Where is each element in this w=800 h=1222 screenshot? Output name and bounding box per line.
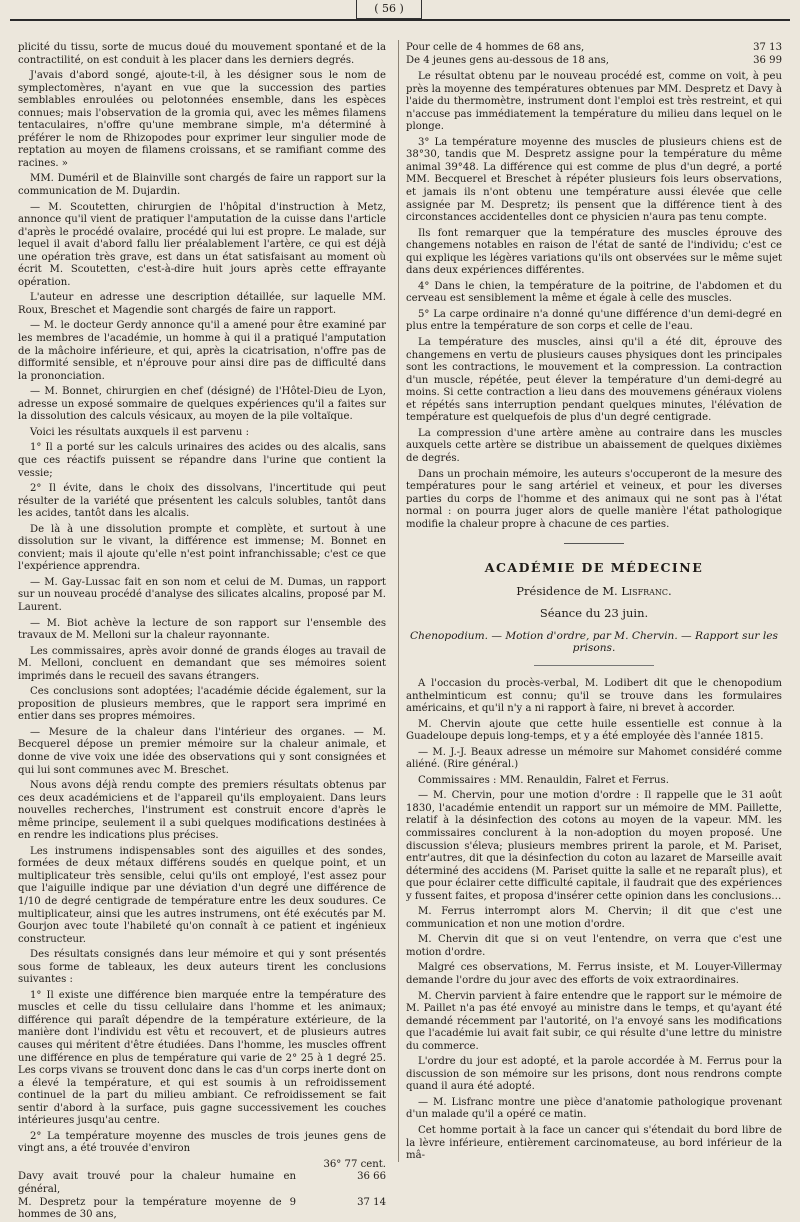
stat-value: 37 13	[753, 42, 782, 53]
paragraph: — M. Scoutetten, chirurgien de l'hôpital d'instruction à Metz, annonce qu'il vient de pratiquer l'amputation de la cuisse dans l'article d'après le procédé ovalaire, procédé qui lui est propre. Le malade, sur lequel il avait d'abord fallu lier préalablement l'artère, ce qui est déjà une opération très grave, est dans un état satisfaisant au moment où écrit M. Scoutetten, c'est-à-dire huit jours après cette effrayante opération.	[18, 201, 386, 288]
presidence-line	[406, 585, 782, 598]
page-number: ( 56 )	[356, 0, 422, 19]
paragraph: 2° La température moyenne des muscles de trois jeunes gens de vingt ans, a été trouvée d'environ	[18, 1130, 386, 1155]
paragraph: 3° La température moyenne des muscles de plusieurs chiens est de 38°30, tandis que M. Despretz assigne pour la température du même animal 39°48. La différence qui est comme de plus d'un degré, a porté MM. Becquerel et Breschet à répéter plusieurs fois leurs observations, et jamais ils n'ont obtenu une température aussi élevée que celle assignée par M. Despretz; ils pensent que la différence tient à des circonstances accidentelles dont ce physicien n'aura pas tenu compte.	[406, 136, 782, 224]
presidence-prefix: Présidence de M.	[516, 583, 618, 598]
seance-date: Séance du 23 juin.	[539, 606, 649, 621]
paragraph: La température des muscles, ainsi qu'il a été dit, éprouve des changemens en vertu de plusieurs causes physiques dont les principales sont les contractions, le mouvement et la compression. La contraction d'un muscle, répétée, peut élever la température d'un demi-degré au moins. Si cette contraction a lieu dans des mouvemens généraux violens et répétés sans interruption pendant quelques minutes, l'élévation de température est quelquefois de plus d'un degré centigrade.	[406, 337, 782, 424]
paragraph: Nous avons déjà rendu compte des premiers résultats obtenus par ces deux académiciens et de l'appareil qu'ils employaient. Dans leurs nouvelles recherches, l'instrument est construit encore d'après le même principe, seulement il a subi quelques modifications destinées à en rendre les indications plus précises.	[18, 780, 386, 842]
paragraph: M. Chervin ajoute que cette huile essentielle est connue à la Guadeloupe depuis long-temps, et y a été employée dès l'année 1815.	[406, 718, 782, 743]
stat-row	[18, 1159, 386, 1172]
section-separator	[564, 543, 624, 544]
paragraph: Ils font remarquer que la température des muscles éprouve des changemens notables en raison de l'état de santé de l'individu; c'est ce qui explique les légères variations qu'ils ont observées sur le même sujet dans deux expériences différentes.	[406, 227, 782, 277]
temperature-stats-right	[406, 42, 782, 67]
paragraph: 4° Dans le chien, la température de la poitrine, de l'abdomen et du cerveau est sensiblement la même et égale à celle des muscles.	[406, 280, 782, 305]
paragraph: — M. Gay-Lussac fait en son nom et celui de M. Dumas, un rapport sur un nouveau procédé d'analyse des silicates alcalins, proposé par M. Laurent.	[18, 576, 386, 613]
stat-label: Davy avait trouvé pour la chaleur humaine en général,	[18, 1171, 296, 1196]
paragraph: 2° Il évite, dans le choix des dissolvans, l'incertitude qui peut résulter de la variété que présentent les calculs solubles, tantôt dans les acides, tantôt dans les alcalis.	[18, 483, 386, 520]
paragraph: 1° Il a porté sur les calculs urinaires des acides ou des alcalis, sans que ces réactifs puissent se répandre dans l'urine que contient la vessie;	[18, 442, 386, 479]
subheading-separator	[534, 665, 654, 666]
session-summary: Chenopodium. — Motion d'ordre, par M. Chervin. — Rapport sur les prisons.	[410, 629, 778, 655]
paragraph: Le résultat obtenu par le nouveau procédé est, comme on voit, à peu près la moyenne des températures obtenues par MM. Despretz et Davy à l'aide du thermomètre, instrument dont l'emploi est très restreint, et qui n'accuse pas immédiatement la température du milieu dans lequel on le plonge.	[406, 71, 782, 133]
stat-row	[406, 55, 782, 68]
stat-value: 36° 77 cent.	[323, 1158, 386, 1170]
paragraph: La compression d'une artère amène au contraire dans les muscles auxquels cette artère se distribue un abaissement de quelques dixièmes de degrés.	[406, 427, 782, 464]
paragraph: Dans un prochain mémoire, les auteurs s'occuperont de la mesure des températures pour le sang artériel et veineux, et pour les diverses parties du corps de l'homme et des animaux qui ne sont pas à l'état normal : on pourra juger alors de quelle manière l'état pathologique modifie la chaleur propre à chacune de ces parties.	[406, 468, 782, 530]
paragraph: Des résultats consignés dans leur mémoire et qui y sont présentés sous forme de tableaux, les deux auteurs tirent les conclusions suivantes :	[18, 949, 386, 986]
stat-label: De 4 jeunes gens au-dessous de 18 ans,	[406, 54, 609, 66]
stat-label	[18, 1159, 296, 1172]
left-column	[18, 42, 386, 1221]
stat-row	[406, 42, 782, 55]
paragraph: Ces conclusions sont adoptées; l'académie décide également, sur la proposition de plusieurs membres, que le rapport sera imprimé en entier dans ses propres mémoires.	[18, 686, 386, 723]
paragraph: Commissaires : MM. Renauldin, Falret et Ferrus.	[418, 774, 669, 786]
stat-label: M. Despretz pour la température moyenne de 9 hommes de 30 ans,	[18, 1196, 296, 1221]
paragraph: A l'occasion du procès-verbal, M. Lodibert dit que le chenopodium anthelminticum est connu; qu'il se trouve dans les formulaires américains, et qu'il n'y a ni rapport à faire, ni brevet à accorder.	[406, 677, 782, 715]
paragraph: De là à une dissolution prompte et complète, et surtout à une dissolution sur le vivant, la différence est immense; M. Bonnet en convient; mais il ajoute qu'elle n'est point infranchissable; c'est ce que l'expérience apprendra.	[18, 523, 386, 573]
paragraph: — M. le docteur Gerdy annonce qu'il a amené pour être examiné par les membres de l'académie, un homme à qui il a pratiqué l'amputation de la mâchoire inférieure, et qui, après la cicatrisation, n'offre pas de difformité sensible, et n'éprouve pour ainsi dire pas de difficulté dans la prononciation.	[18, 320, 386, 382]
stat-row	[18, 1171, 386, 1196]
stat-value: 36 99	[753, 54, 782, 66]
president-name: Lisfranc.	[621, 583, 672, 598]
paragraph: — M. Bonnet, chirurgien en chef (désigné) de l'Hôtel-Dieu de Lyon, adresse un exposé sommaire de quelques expériences qu'il a faites sur la dissolution des calculs vésicaux, au moyen de la pile voltaïque.	[18, 386, 386, 423]
paragraph: J'avais d'abord songé, ajoute-t-il, à les désigner sous le nom de symplectomères, n'ayant en vue que la succession des parties semblables enroulées ou pelotonnées ensemble, dans les espèces connues; mais l'observation de la gromia qui, avec les mêmes filamens tentaculaires, n'offre qu'une membrane simple, m'a déterminé à préférer le nom de Rhizopodes pour exprimer leur singulier mode de reptation au moyen de filamens croissans, et se ramifiant comme des racines. »	[18, 70, 386, 169]
stat-value: 36 66	[357, 1171, 386, 1183]
paragraph: L'auteur en adresse une description détaillée, sur laquelle MM. Roux, Breschet et Magendie sont chargés de faire un rapport.	[18, 292, 386, 316]
paragraph: Voici les résultats auxquels il est parvenu :	[30, 426, 250, 438]
stat-label: Pour celle de 4 hommes de 68 ans,	[406, 42, 585, 53]
paragraph: Malgré ces observations, M. Ferrus insiste, et M. Louyer-Villermay demande l'ordre du jour avec des efforts de voix extraordinaires.	[406, 962, 782, 986]
paragraph: 1° Il existe une différence bien marquée entre la température des muscles et celle du tissu cellulaire dans l'homme et les animaux; différence qui paraît dépendre de la température extérieure, de la manière dont l'individu est vêtu et recouvert, et de plusieurs autres causes qui méritent d'être étudiées. Dans l'homme, les muscles offrent une différence en plus de température qui varie de 2° 25 à 1 degré 25. Les corps vivans se trouvent donc dans le cas d'un corps inerte dont on a élevé la température, et qui est soumis à un refroidissement continuel de la part du milieu ambiant. Ce refroidissement se fait sentir d'abord à la surface, puis gagne successivement les couches intérieures jusqu'au centre.	[18, 989, 386, 1127]
paragraph: M. Chervin parvient à faire entendre que le rapport sur le mémoire de M. Paillet n'a pas été envoyé au ministre dans le temps, et qu'ayant été demandé récemment par l'autorité, on l'a envoyé sans les modifications que l'académie lui avait fait subir, ce qui résulte d'une lettre du ministre du commerce.	[406, 990, 782, 1052]
stat-row	[18, 1197, 386, 1222]
paragraph: — Mesure de la chaleur dans l'intérieur des organes. — M. Becquerel dépose un premier mémoire sur la chaleur animale, et donne de vive voix une idée des observations qui y sont consignées et qui lui sont communes avec M. Breschet.	[18, 726, 386, 776]
paragraph: Les instrumens indispensables sont des aiguilles et des sondes, formées de deux métaux différens soudés en quelque point, et un multiplicateur très sensible, celui qu'ils ont employé, l'est assez pour que l'aiguille indique par une déviation d'un degré une différence de 1/10 de degré centigrade de température entre les deux soudures. Ce multiplicateur, ainsi que les autres instrumens, ont été exécutés par M. Gourjon avec toute l'habileté qu'on connaît à ce patient et ingénieux constructeur.	[18, 845, 386, 945]
paragraph: — M. Lisfranc montre une pièce d'anatomie pathologique provenant d'un malade qu'il a opéré ce matin.	[406, 1096, 782, 1121]
paragraph: — M. J.-J. Beaux adresse un mémoire sur Mahomet considéré comme aliéné. (Rire général.)	[406, 746, 782, 771]
paragraph: M. Ferrus interrompt alors M. Chervin; il dit que c'est une communication et non une motion d'ordre.	[406, 906, 782, 930]
paragraph: L'ordre du jour est adopté, et la parole accordée à M. Ferrus pour la discussion de son mémoire sur les prisons, dont nous rendrons compte quand il aura été adopté.	[406, 1056, 782, 1093]
section-title: ACADÉMIE DE MÉDECINE	[484, 560, 704, 576]
paragraph: Cet homme portait à la face un cancer qui s'étendait du bord libre de la lèvre inférieure, entièrement carcinomateuse, au bord inférieur de la mâ-	[406, 1125, 782, 1162]
column-divider	[398, 40, 399, 1162]
paragraph: MM. Duméril et de Blainville sont chargés de faire un rapport sur la communication de M. Dujardin.	[18, 173, 386, 198]
paragraph: Les commissaires, après avoir donné de grands éloges au travail de M. Melloni, concluent en demandant que ses mémoires soient imprimés dans le recueil des savans étrangers.	[18, 645, 386, 682]
stat-value: 37 14	[357, 1196, 386, 1208]
right-column	[406, 42, 782, 1163]
paragraph: 5° La carpe ordinaire n'a donné qu'une différence d'un demi-degré en plus entre la température de son corps et celle de l'eau.	[406, 308, 782, 333]
paragraph: — M. Chervin, pour une motion d'ordre : Il rappelle que le 31 août 1830, l'académie entendit un rapport sur un mémoire de MM. Paillette, relatif à la désinfection des cotons au moyen de la vapeur. MM. les commissaires conclurent à la non-adoption du moyen proposé. Une discussion s'éleva; plusieurs membres prirent la parole, et M. Pariset, entr'autres, dit que la désinfection du coton au lazaret de Marseille avait déterminé des accidens (M. Pariset quitte la salle et ne reparaît plus), et que pour éclairer cette difficulté capitale, il faudrait que des expériences y fussent faites, et proposa d'insérer cette opinion dans les conclusions…	[406, 790, 782, 902]
header-rule	[10, 19, 790, 21]
paragraph: M. Chervin dit que si on veut l'entendre, on verra que c'est une motion d'ordre.	[406, 934, 782, 958]
paragraph: — M. Biot achève la lecture de son rapport sur l'ensemble des travaux de M. Melloni sur la chaleur rayonnante.	[18, 617, 386, 642]
temperature-stats-left	[18, 1159, 386, 1222]
paragraph: plicité du tissu, sorte de mucus doué du mouvement spontané et de la contractilité, on est conduit à les placer dans les derniers degrés.	[18, 42, 386, 66]
